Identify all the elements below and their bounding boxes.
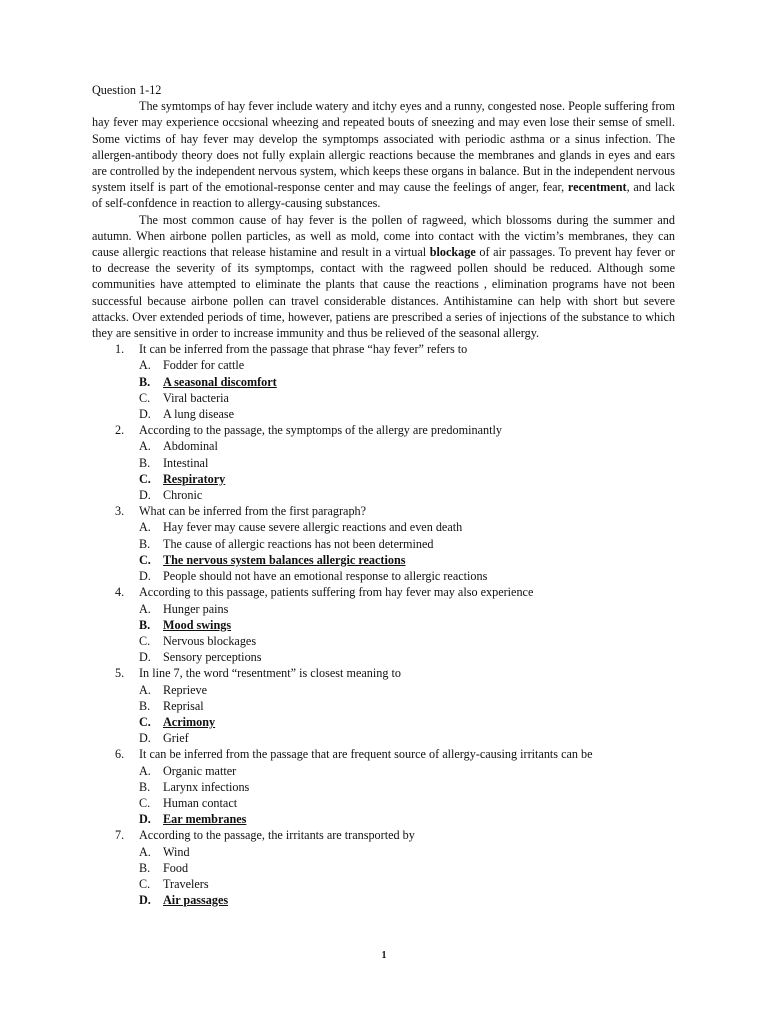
option-letter: B. xyxy=(139,455,151,470)
option-letter: B. xyxy=(139,536,151,551)
answer-option[interactable] xyxy=(92,406,675,422)
option-text: Hunger pains xyxy=(163,601,229,616)
question-item xyxy=(92,341,675,422)
answer-options xyxy=(92,519,675,584)
option-letter: A. xyxy=(139,682,151,697)
option-text: Food xyxy=(163,860,189,875)
option-letter: C. xyxy=(139,795,151,810)
paragraph-text: , and lack of self-confdence in reaction to allergy-causing substances. xyxy=(92,180,675,211)
answer-option[interactable] xyxy=(92,487,675,503)
option-letter: B. xyxy=(139,698,151,713)
answer-option-correct[interactable] xyxy=(92,617,675,633)
question-text: What can be inferred from the first paragraph? xyxy=(139,504,367,519)
answer-options xyxy=(92,601,675,666)
question-stem xyxy=(92,665,675,681)
page-number: 1 xyxy=(381,950,387,961)
question-stem xyxy=(92,827,675,843)
answer-option[interactable] xyxy=(92,730,675,746)
option-text: Air passages xyxy=(163,893,229,908)
answer-options xyxy=(92,844,675,909)
paragraph-text: The symtomps of hay fever include watery and itchy eyes and a runny, congested nose. People suffering from hay fever may experience occsional wheezing and repeated bouts of sneezing and may even lose their semse of smell. Some victims of hay fever may develop the symptomps associated with periodic asthma or a sinus infection. The allergen-antibody theory does not fully explain allergic reactions because the membranes and glands in eyes and ears are controlled by the independent nervous system, which keeps these organs in balance. But in the independent nervous system itself is part of the emotional-response center and may cause the feelings of anger, fear, xyxy=(92,99,675,195)
question-stem xyxy=(92,503,675,519)
answer-option[interactable] xyxy=(92,357,675,373)
question-stem xyxy=(92,341,675,357)
answer-option[interactable] xyxy=(92,568,675,584)
option-text: A lung disease xyxy=(163,407,235,422)
answer-option[interactable] xyxy=(92,633,675,649)
option-letter: C. xyxy=(139,552,151,567)
option-text: Wind xyxy=(163,844,190,859)
answer-option[interactable] xyxy=(92,601,675,617)
answer-options xyxy=(92,438,675,503)
option-letter: C. xyxy=(139,714,151,729)
option-text: Chronic xyxy=(163,488,203,503)
option-text: The nervous system balances allergic reactions xyxy=(163,552,406,567)
question-text: According to the passage, the symptomps of the allergy are predominantly xyxy=(139,423,502,438)
option-text: People should not have an emotional response to allergic reactions xyxy=(163,569,488,584)
answer-option[interactable] xyxy=(92,763,675,779)
answer-option[interactable] xyxy=(92,860,675,876)
answer-option[interactable] xyxy=(92,519,675,535)
question-stem xyxy=(92,746,675,762)
option-letter: A. xyxy=(139,439,151,454)
question-item xyxy=(92,827,675,908)
answer-option-correct[interactable] xyxy=(92,552,675,568)
question-range-heading: Question 1-12 xyxy=(92,83,162,97)
option-letter: A. xyxy=(139,844,151,859)
question-text: In line 7, the word “resentment” is closest meaning to xyxy=(139,666,401,681)
question-stem xyxy=(92,422,675,438)
option-letter: C. xyxy=(139,390,151,405)
question-number: 5. xyxy=(115,666,125,681)
answer-option[interactable] xyxy=(92,438,675,454)
option-letter: D. xyxy=(139,731,151,746)
option-letter: A. xyxy=(139,358,151,373)
option-text: Reprieve xyxy=(163,682,207,697)
answer-option-correct[interactable] xyxy=(92,811,675,827)
option-letter: D. xyxy=(139,569,151,584)
option-letter: D. xyxy=(139,407,151,422)
option-letter: A. xyxy=(139,520,151,535)
question-stem xyxy=(92,584,675,600)
answer-options xyxy=(92,357,675,422)
question-item xyxy=(92,746,675,827)
option-text: A seasonal discomfort xyxy=(163,374,277,389)
question-number: 4. xyxy=(115,585,125,600)
option-letter: D. xyxy=(139,650,151,665)
option-letter: B. xyxy=(139,860,151,875)
option-text: Sensory perceptions xyxy=(163,650,262,665)
paragraph-text: of air passages. To prevent hay fever or to decrease the severity of its symptomps, contact with the ragweed pollen should be reduced. Although some communities have attempted to eliminate the plants that cause the reactions , elimination programs have not been successful because airbone pollen can travel considerable distances. Antihistamine can help with short but severe attacks. Over extended periods of time, however, patiens are prescribed a series of injections of the substance to which they are sensitive in order to increase immunity and thus be relieved of the seasonal allergy. xyxy=(92,245,675,341)
question-list xyxy=(92,341,675,908)
question-text: According to this passage, patients suffering from hay fever may also experience xyxy=(139,585,534,600)
question-item xyxy=(92,665,675,746)
question-number: 2. xyxy=(115,423,125,438)
option-text: Respiratory xyxy=(163,471,226,486)
option-letter: C. xyxy=(139,471,151,486)
reading-passage xyxy=(92,98,675,341)
option-letter: A. xyxy=(139,763,151,778)
answer-option-correct[interactable] xyxy=(92,374,675,390)
question-text: It can be inferred from the passage that phrase “hay fever” refers to xyxy=(139,342,468,357)
answer-option[interactable] xyxy=(92,698,675,714)
option-text: Reprisal xyxy=(163,698,204,713)
question-item xyxy=(92,422,675,503)
option-text: Acrimony xyxy=(163,714,216,729)
paragraph-text: The most common cause of hay fever is the pollen of ragweed, which blossoms during the summer and autumn. When airbone pollen particles, as well as mold, come into contact with the victim’s membranes, they can cause allergic reactions that release histamine and result in a virtual xyxy=(92,212,675,260)
option-text: Intestinal xyxy=(163,455,209,470)
question-item xyxy=(92,584,675,665)
passage-paragraph xyxy=(92,212,675,342)
option-text: Fodder for cattle xyxy=(163,358,245,373)
option-letter: C. xyxy=(139,876,151,891)
option-letter: B. xyxy=(139,374,151,389)
answer-option-correct[interactable] xyxy=(92,714,675,730)
passage-paragraph xyxy=(92,98,675,211)
question-text: It can be inferred from the passage that are frequent source of allergy-causing irritants can be xyxy=(139,747,593,762)
option-text: Human contact xyxy=(163,795,238,810)
answer-option[interactable] xyxy=(92,649,675,665)
answer-option[interactable] xyxy=(92,795,675,811)
question-item xyxy=(92,503,675,584)
answer-option-correct[interactable] xyxy=(92,471,675,487)
answer-option[interactable] xyxy=(92,455,675,471)
answer-option[interactable] xyxy=(92,390,675,406)
option-letter: B. xyxy=(139,779,151,794)
option-letter: B. xyxy=(139,617,151,632)
option-letter: A. xyxy=(139,601,151,616)
option-letter: D. xyxy=(139,488,151,503)
question-number: 6. xyxy=(115,747,125,762)
document-content xyxy=(92,82,675,908)
option-text: Nervous blockages xyxy=(163,633,257,648)
question-text: According to the passage, the irritants are transported by xyxy=(139,828,415,843)
question-number: 7. xyxy=(115,828,125,843)
answer-option[interactable] xyxy=(92,682,675,698)
option-text: Grief xyxy=(163,731,189,746)
answer-options xyxy=(92,763,675,828)
option-letter: D. xyxy=(139,893,151,908)
option-text: The cause of allergic reactions has not been determined xyxy=(163,536,434,551)
option-letter: C. xyxy=(139,633,151,648)
option-text: Travelers xyxy=(163,876,209,891)
answer-option[interactable] xyxy=(92,536,675,552)
answer-option[interactable] xyxy=(92,844,675,860)
option-text: Larynx infections xyxy=(163,779,250,794)
bold-key-term: recentment xyxy=(567,180,627,195)
answer-option-correct[interactable] xyxy=(92,892,675,908)
question-number: 1. xyxy=(115,342,125,357)
option-text: Abdominal xyxy=(163,439,218,454)
option-text: Hay fever may cause severe allergic reactions and even death xyxy=(163,520,463,535)
bold-key-term: blockage xyxy=(429,245,476,260)
option-text: Organic matter xyxy=(163,763,237,778)
option-text: Ear membranes xyxy=(163,812,247,827)
answer-option[interactable] xyxy=(92,779,675,795)
option-text: Viral bacteria xyxy=(163,390,229,405)
option-text: Mood swings xyxy=(163,617,232,632)
answer-option[interactable] xyxy=(92,876,675,892)
question-number: 3. xyxy=(115,504,125,519)
answer-options xyxy=(92,682,675,747)
option-letter: D. xyxy=(139,812,151,827)
